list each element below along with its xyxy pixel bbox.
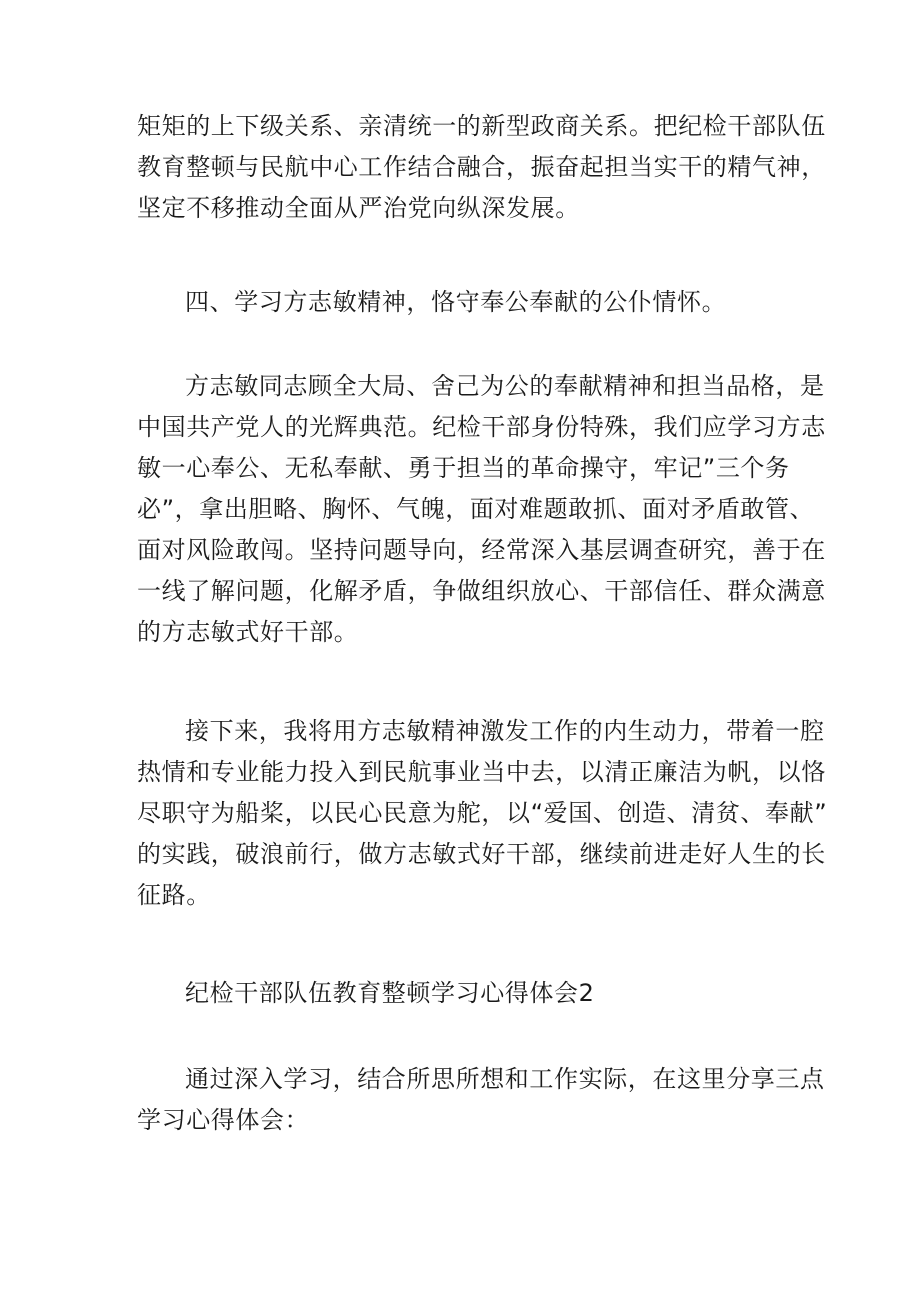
text-line: 学习心得体会： [137, 1106, 310, 1134]
text-line: 的方志敏式好干部。 [137, 618, 359, 646]
text-line: 方志敏同志顾全大局、舍己为公的奉献精神和担当品格，是 [185, 372, 825, 400]
text-line: 必”，拿出胆略、胸怀、气魄，面对难题敢抓、面对矛盾敢管、 [137, 495, 815, 523]
text-line: 热情和专业能力投入到民航事业当中去，以清正廉洁为帆，以恪 [137, 758, 826, 786]
text-line: 征路。 [137, 881, 211, 909]
article-title-2 [137, 973, 797, 1014]
text-line: 敏一心奉公、无私奉献、勇于担当的革命操守，牢记”三个务 [137, 454, 790, 482]
section-heading-four [137, 282, 797, 323]
paragraph-fang-zhimin [137, 366, 826, 653]
heading-line: 四、学习方志敏精神，恪守奉公奉献的公仆情怀。 [185, 288, 727, 316]
text-line: 中国共产党人的光辉典范。纪检干部身份特殊，我们应学习方志 [137, 413, 826, 441]
text-line: 接下来，我将用方志敏精神激发工作的内生动力，带着一腔 [185, 717, 825, 745]
text-line: 坚定不移推动全面从严治党向纵深发展。 [137, 194, 580, 222]
title-line: 纪检干部队伍教育整顿学习心得体会2 [185, 979, 595, 1007]
text-line: 面对风险敢闯。坚持问题导向，经常深入基层调查研究，善于在 [137, 536, 826, 564]
paragraph-next-steps [137, 711, 828, 916]
text-line: 通过深入学习，结合所思所想和工作实际，在这里分享三点 [185, 1065, 825, 1093]
text-line: 教育整顿与民航中心工作结合融合，振奋起担当实干的精气神， [137, 153, 826, 181]
text-line: 的实践，破浪前行，做方志敏式好干部，继续前进走好人生的长 [137, 840, 826, 868]
text-line: 一线了解问题，化解矛盾，争做组织放心、干部信任、群众满意 [137, 577, 826, 605]
paragraph-continuation [137, 106, 826, 229]
text-line: 尽职守为船桨，以民心民意为舵，以“爱国、创造、清贫、奉献” [137, 799, 828, 827]
text-line: 矩矩的上下级关系、亲清统一的新型政商关系。把纪检干部队伍 [137, 112, 826, 140]
paragraph-intro [137, 1059, 825, 1141]
